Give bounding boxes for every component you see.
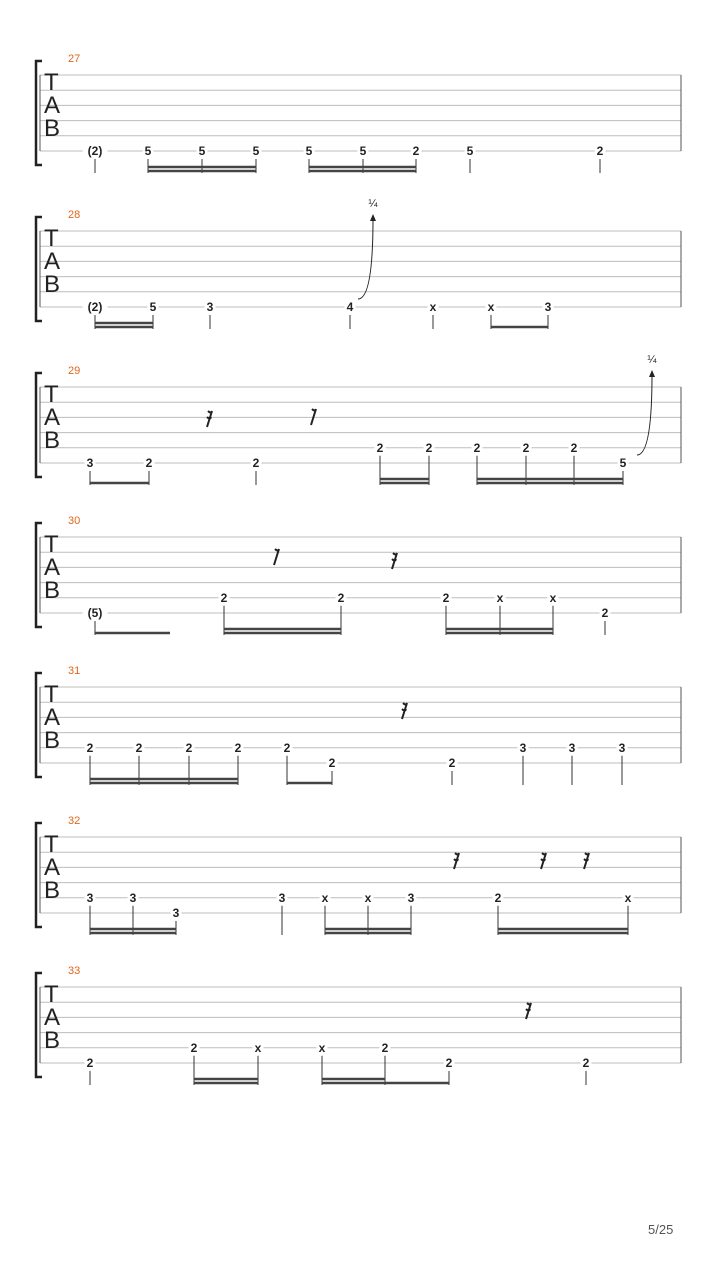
fret-number: 2 <box>442 590 450 605</box>
fret-number: (2) <box>87 144 103 158</box>
system-bracket <box>36 523 42 627</box>
tab-clef-letter: T <box>44 681 59 708</box>
fret-number: 3 <box>86 890 94 905</box>
fret-number: 2 <box>185 740 193 755</box>
tab-clef-letter: B <box>44 271 61 298</box>
tab-clef-letter: A <box>44 248 61 275</box>
sixteenth-rest <box>526 1003 531 1019</box>
fret-number: 2 <box>601 606 609 620</box>
fret-number: (5) <box>87 606 103 620</box>
fret-number: 2 <box>252 456 260 470</box>
fret-number: x <box>624 890 632 905</box>
fret-number: 2 <box>234 740 242 755</box>
fret-number: 5 <box>466 144 474 158</box>
system-bracket <box>36 973 42 1077</box>
tab-clef-letter: B <box>44 877 61 904</box>
tab-system <box>36 665 681 785</box>
measure-number: 31 <box>68 665 81 677</box>
fret-number: 2 <box>448 756 456 770</box>
fret-number: 3 <box>86 456 94 470</box>
tab-clef-letter: T <box>44 69 59 96</box>
fret-number: 2 <box>283 740 291 755</box>
fret-number: 2 <box>337 590 345 605</box>
fret-number: 5 <box>252 144 260 158</box>
tab-system <box>36 354 681 485</box>
eighth-rest <box>274 549 279 565</box>
tab-clef-letter: B <box>44 115 61 142</box>
tab-clef-letter: T <box>44 381 59 408</box>
measure-number: 27 <box>68 53 81 65</box>
tab-clef-letter: B <box>44 427 61 454</box>
tab-clef-letter: A <box>44 704 61 731</box>
fret-number: x <box>318 1040 326 1055</box>
fret-number: 2 <box>381 1040 389 1055</box>
fret-number: 5 <box>198 144 206 158</box>
fret-number: x <box>321 890 329 905</box>
fret-number: 3 <box>172 906 180 920</box>
fret-number: x <box>487 300 495 314</box>
fret-number: 5 <box>144 144 152 158</box>
fret-number: 2 <box>220 590 228 605</box>
bend-arrowhead <box>649 370 655 377</box>
fret-number: 2 <box>86 1056 94 1070</box>
measure-number: 30 <box>68 515 81 527</box>
fret-number: 4 <box>346 300 354 314</box>
fret-number: 2 <box>145 456 153 470</box>
fret-number: 2 <box>86 740 94 755</box>
fret-number: 3 <box>278 890 286 905</box>
tab-clef-letter: T <box>44 981 59 1008</box>
sixteenth-rest <box>541 853 546 869</box>
tab-clef-letter: A <box>44 854 61 881</box>
fret-number: 2 <box>570 440 578 455</box>
system-bracket <box>36 823 42 927</box>
fret-number: 3 <box>544 300 552 314</box>
fret-number: x <box>254 1040 262 1055</box>
tab-system <box>36 515 681 635</box>
bend-arrowhead <box>370 214 376 221</box>
measure-number: 32 <box>68 815 81 827</box>
fret-number: 2 <box>473 440 481 455</box>
fret-number: 2 <box>494 890 502 905</box>
fret-number: 2 <box>190 1040 198 1055</box>
fret-number: 2 <box>376 440 384 455</box>
tab-system <box>36 198 681 329</box>
system-bracket <box>36 673 42 777</box>
tab-clef-letter: A <box>44 554 61 581</box>
fret-number: 3 <box>519 740 527 755</box>
fret-number: 2 <box>582 1056 590 1070</box>
tab-system <box>36 815 681 935</box>
fret-number: 5 <box>305 144 313 158</box>
fret-number: 5 <box>619 456 627 470</box>
measure-number: 33 <box>68 965 81 977</box>
fret-number: 2 <box>445 1056 453 1070</box>
fret-number: 3 <box>618 740 626 755</box>
fret-number: 2 <box>328 756 336 770</box>
system-bracket <box>36 61 42 165</box>
fret-number: 2 <box>425 440 433 455</box>
fret-number: 3 <box>129 890 137 905</box>
fret-number: 3 <box>206 300 214 314</box>
system-bracket <box>36 373 42 477</box>
sixteenth-rest <box>584 853 589 869</box>
tab-clef-letter: A <box>44 1004 61 1031</box>
fret-number: 2 <box>596 144 604 158</box>
fret-number: 2 <box>522 440 530 455</box>
bend-amount: ¼ <box>647 354 657 366</box>
tab-system <box>36 965 681 1085</box>
fret-number: 5 <box>359 144 367 158</box>
tab-clef-letter: T <box>44 531 59 558</box>
tab-clef-letter: T <box>44 225 59 252</box>
bend-amount: ¼ <box>368 198 378 210</box>
sixteenth-rest <box>454 853 459 869</box>
fret-number: 3 <box>407 890 415 905</box>
page-number: 5/25 <box>648 1222 674 1237</box>
system-bracket <box>36 217 42 321</box>
fret-number: x <box>496 590 504 605</box>
tab-clef-letter: A <box>44 92 61 119</box>
fret-number: 2 <box>135 740 143 755</box>
tab-clef-letter: T <box>44 831 59 858</box>
fret-number: 5 <box>149 300 157 314</box>
tab-clef-letter: B <box>44 1027 61 1054</box>
fret-number: 2 <box>412 144 420 158</box>
tab-clef-letter: B <box>44 727 61 754</box>
tab-system <box>36 53 681 173</box>
fret-number: (2) <box>87 300 103 314</box>
fret-number: 3 <box>568 740 576 755</box>
sixteenth-rest <box>207 411 212 427</box>
fret-number: x <box>549 590 557 605</box>
sixteenth-rest <box>402 703 407 719</box>
tab-clef-letter: B <box>44 577 61 604</box>
fret-number: x <box>364 890 372 905</box>
tab-clef-letter: A <box>44 404 61 431</box>
fret-number: x <box>429 300 437 314</box>
measure-number: 29 <box>68 365 81 377</box>
measure-number: 28 <box>68 209 81 221</box>
sixteenth-rest <box>392 553 397 569</box>
